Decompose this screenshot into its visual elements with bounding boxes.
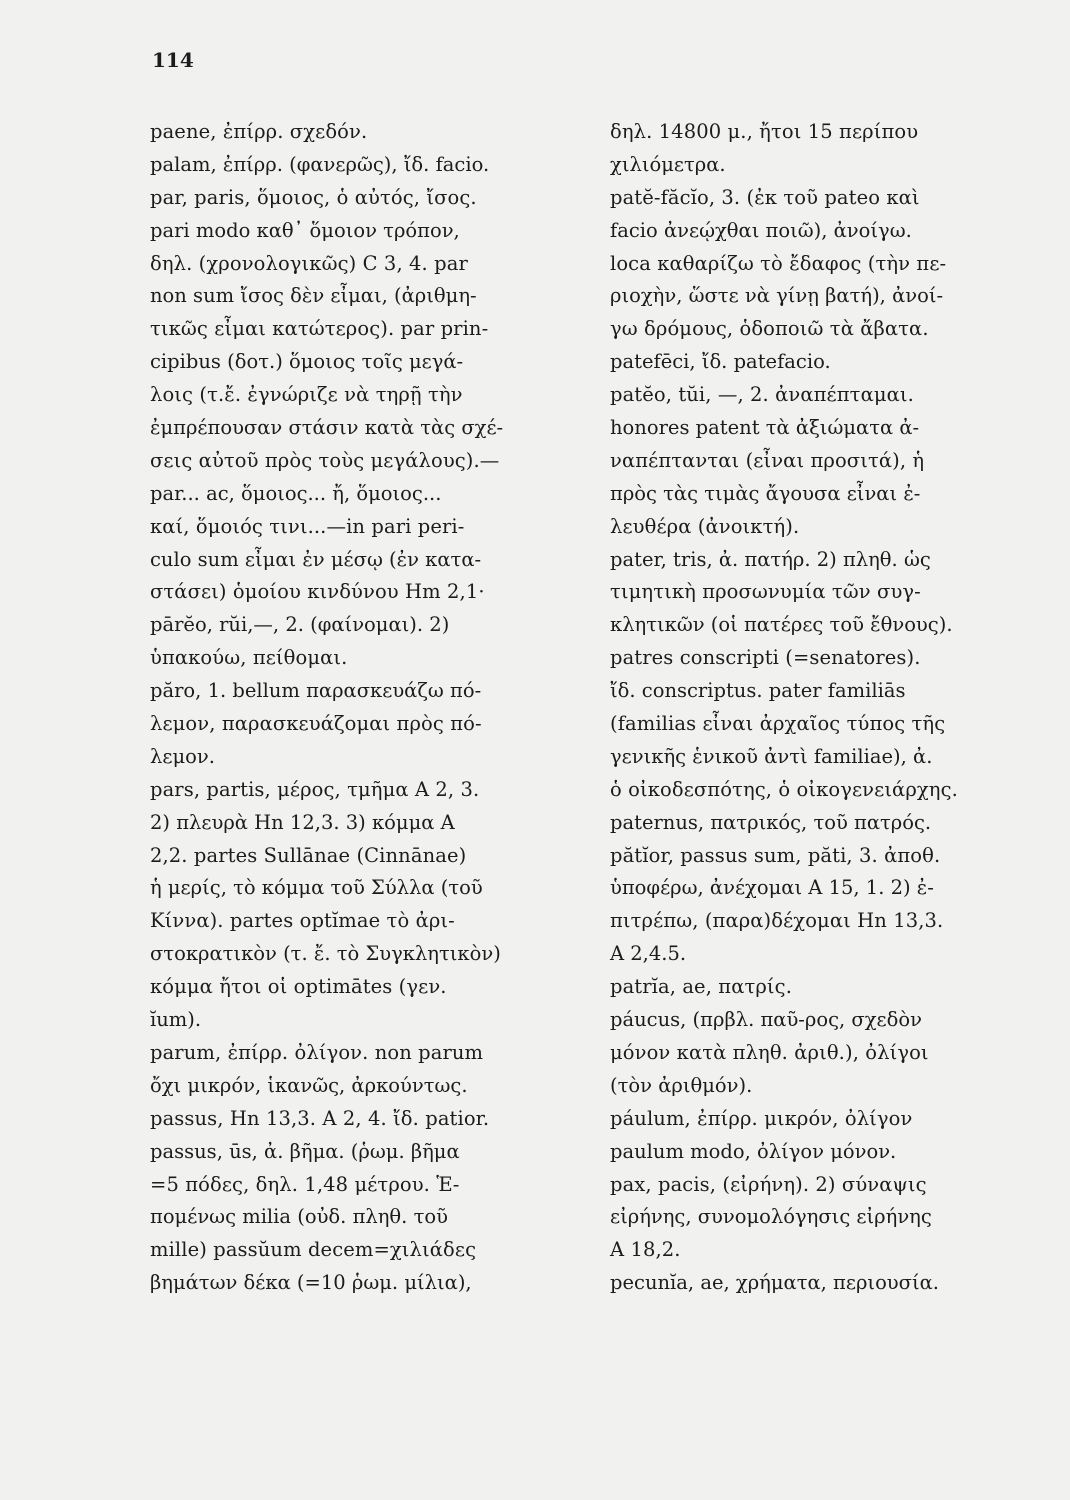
dictionary-line: πομένως milia (οὐδ. πληθ. τοῦ	[150, 1205, 448, 1229]
dictionary-line: γω δρόμους, ὁδοποιῶ τὰ ἄβατα.	[610, 317, 929, 341]
dictionary-line: σεις αὐτοῦ πρὸς τοὺς μεγάλους).—	[150, 448, 500, 472]
dictionary-line: patĕ-făcĭo, 3. (ἐκ τοῦ pateo καὶ	[610, 185, 920, 209]
dictionary-line: λοις (τ.ἔ. ἐγνώριζε νὰ τηρῇ τὴν	[150, 383, 463, 407]
dictionary-line: păro, 1. bellum παρασκευάζω πό-	[150, 679, 482, 703]
dictionary-line: μόνον κατὰ πληθ. ἀριθ.), ὀλίγοι	[610, 1040, 929, 1064]
dictionary-line: ἴδ. conscriptus. pater familiās	[610, 679, 906, 703]
dictionary-line: patres conscripti (=senatores).	[610, 646, 921, 670]
dictionary-line: ὁ οἰκοδεσπότης, ὁ οἰκογενειάρχης.	[610, 777, 958, 801]
dictionary-line: pax, pacis, (εἰρήνη). 2) σύναψις	[610, 1172, 927, 1196]
dictionary-line: paene, ἐπίρρ. σχεδόν.	[150, 120, 368, 143]
dictionary-line: τικῶς εἶμαι κατώτερος). par prin-	[150, 317, 489, 341]
dictionary-line: λεμον, παρασκευάζομαι πρὸς πό-	[150, 712, 482, 736]
dictionary-line: (familias εἶναι ἀρχαῖος τύπος τῆς	[610, 712, 946, 736]
page-number: 114	[152, 48, 194, 72]
dictionary-line: ὄχι μικρόν, ἱκανῶς, ἀρκούντως.	[150, 1073, 468, 1097]
dictionary-line: εἰρήνης, συνομολόγησις εἰρήνης	[610, 1205, 932, 1229]
dictionary-line: κόμμα ἤτοι οἱ optimātes (γεν.	[150, 975, 447, 999]
dictionary-line: δηλ. (χρονολογικῶς) C 3, 4. par	[150, 251, 468, 275]
dictionary-line: par, paris, ὅμοιος, ὁ αὐτός, ἴσος.	[150, 185, 477, 209]
dictionary-line: passus, Hn 13,3. A 2, 4. ἴδ. patior.	[150, 1106, 490, 1130]
left-column	[150, 116, 578, 1300]
dictionary-line: ὑπακούω, πείθομαι.	[150, 646, 348, 670]
dictionary-line: cipibus (δοτ.) ὅμοιος τοῖς μεγά-	[150, 350, 464, 374]
dictionary-line: A 2,4.5.	[610, 942, 687, 966]
dictionary-line: pars, partis, μέρος, τμῆμα A 2, 3.	[150, 777, 480, 801]
dictionary-line: 2,2. partes Sullānae (Cinnānae)	[150, 843, 467, 867]
dictionary-line: facio ἀνεῴχθαι ποιῶ), ἀνοίγω.	[610, 218, 912, 242]
dictionary-line: pecunĭa, ae, χρήματα, περιουσία.	[610, 1271, 939, 1295]
dictionary-line: non sum ἴσος δὲν εἶμαι, (ἀριθμη-	[150, 284, 477, 308]
dictionary-line: pater, tris, ἀ. πατήρ. 2) πληθ. ὡς	[610, 547, 931, 571]
dictionary-line: paulum modo, ὀλίγον μόνον.	[610, 1139, 897, 1163]
dictionary-line: parum, ἐπίρρ. ὀλίγον. non parum	[150, 1040, 484, 1064]
dictionary-line: (τὸν ἀριθμόν).	[610, 1073, 753, 1097]
dictionary-line: Κίννα). partes optĭmae τὸ ἀρι-	[150, 909, 455, 933]
dictionary-line: κλητικῶν (οἱ πατέρες τοῦ ἔθνους).	[610, 613, 953, 637]
dictionary-line: 2) πλευρὰ Hn 12,3. 3) κόμμα A	[150, 810, 455, 834]
dictionary-line: pārĕo, rŭi,—, 2. (φαίνομαι). 2)	[150, 613, 450, 637]
dictionary-line: paternus, πατρικός, τοῦ πατρός.	[610, 810, 932, 834]
dictionary-line: par... ac, ὅμοιος... ἤ, ὅμοιος...	[150, 481, 442, 505]
dictionary-line: στάσει) ὁμοίου κινδύνου Hm 2,1·	[150, 580, 485, 604]
dictionary-line: pari modo καθ᾽ ὅμοιον τρόπον,	[150, 218, 460, 242]
dictionary-line: honores patent τὰ ἀξιώματα ἀ-	[610, 416, 920, 440]
dictionary-line: patrĭa, ae, πατρίς.	[610, 975, 792, 999]
dictionary-line: loca καθαρίζω τὸ ἔδαφος (τὴν πε-	[610, 251, 947, 275]
dictionary-line: καί, ὅμοιός τινι...—in pari peri-	[150, 514, 465, 538]
dictionary-line: patĕo, tŭi, —, 2. ἀναπέπταμαι.	[610, 383, 914, 407]
dictionary-line: λευθέρα (ἀνοικτή).	[610, 514, 800, 538]
dictionary-line: A 18,2.	[610, 1238, 681, 1262]
dictionary-line: patefēci, ἴδ. patefacio.	[610, 350, 831, 374]
dictionary-line: πρὸς τὰς τιμὰς ἄγουσα εἶναι ἐ-	[610, 481, 921, 505]
dictionary-line: mille) passŭum decem=χιλιάδες	[150, 1238, 477, 1262]
dictionary-line: γενικῆς ἑνικοῦ ἀντὶ familiae), ἀ.	[610, 744, 933, 768]
right-column	[610, 116, 1045, 1300]
dictionary-line: ριοχὴν, ὥστε νὰ γίνῃ βατή), ἀνοί-	[610, 284, 944, 308]
dictionary-line: πιτρέπω, (παρα)δέχομαι Hn 13,3.	[610, 909, 944, 933]
dictionary-line: χιλιόμετρα.	[610, 152, 726, 176]
dictionary-line: pătĭor, passus sum, păti, 3. ἀποθ.	[610, 843, 941, 867]
dictionary-line: δηλ. 14800 μ., ἤτοι 15 περίπου	[610, 120, 919, 143]
dictionary-line: ναπέπτανται (εἶναι προσιτά), ἡ	[610, 448, 925, 472]
dictionary-line: ἡ μερίς, τὸ κόμμα τοῦ Σύλλα (τοῦ	[150, 876, 483, 900]
dictionary-line: =5 πόδες, δηλ. 1,48 μέτρου. Ἑ-	[150, 1172, 460, 1196]
dictionary-line: passus, ūs, ἀ. βῆμα. (ῥωμ. βῆμα	[150, 1139, 460, 1163]
dictionary-line: palam, ἐπίρρ. (φανερῶς), ἴδ. facio.	[150, 152, 490, 176]
dictionary-line: ἐμπρέπουσαν στάσιν κατὰ τὰς σχέ-	[150, 416, 504, 440]
dictionary-line: λεμον.	[150, 744, 215, 768]
dictionary-line: τιμητικὴ προσωνυμία τῶν συγ-	[610, 580, 921, 604]
dictionary-line: culo sum εἶμαι ἐν μέσῳ (ἐν κατα-	[150, 547, 482, 571]
dictionary-line: ĭum).	[150, 1008, 202, 1032]
dictionary-line: στοκρατικὸν (τ. ἔ. τὸ Συγκλητικὸν)	[150, 942, 501, 966]
dictionary-line: βημάτων δέκα (=10 ῥωμ. μίλια),	[150, 1271, 472, 1295]
dictionary-line: ὑποφέρω, ἀνέχομαι A 15, 1. 2) ἐ-	[610, 876, 934, 900]
dictionary-line: páucus, (πρβλ. παῦ-ρος, σχεδὸν	[610, 1008, 922, 1032]
dictionary-line: páulum, ἐπίρρ. μικρόν, ὀλίγον	[610, 1106, 913, 1130]
